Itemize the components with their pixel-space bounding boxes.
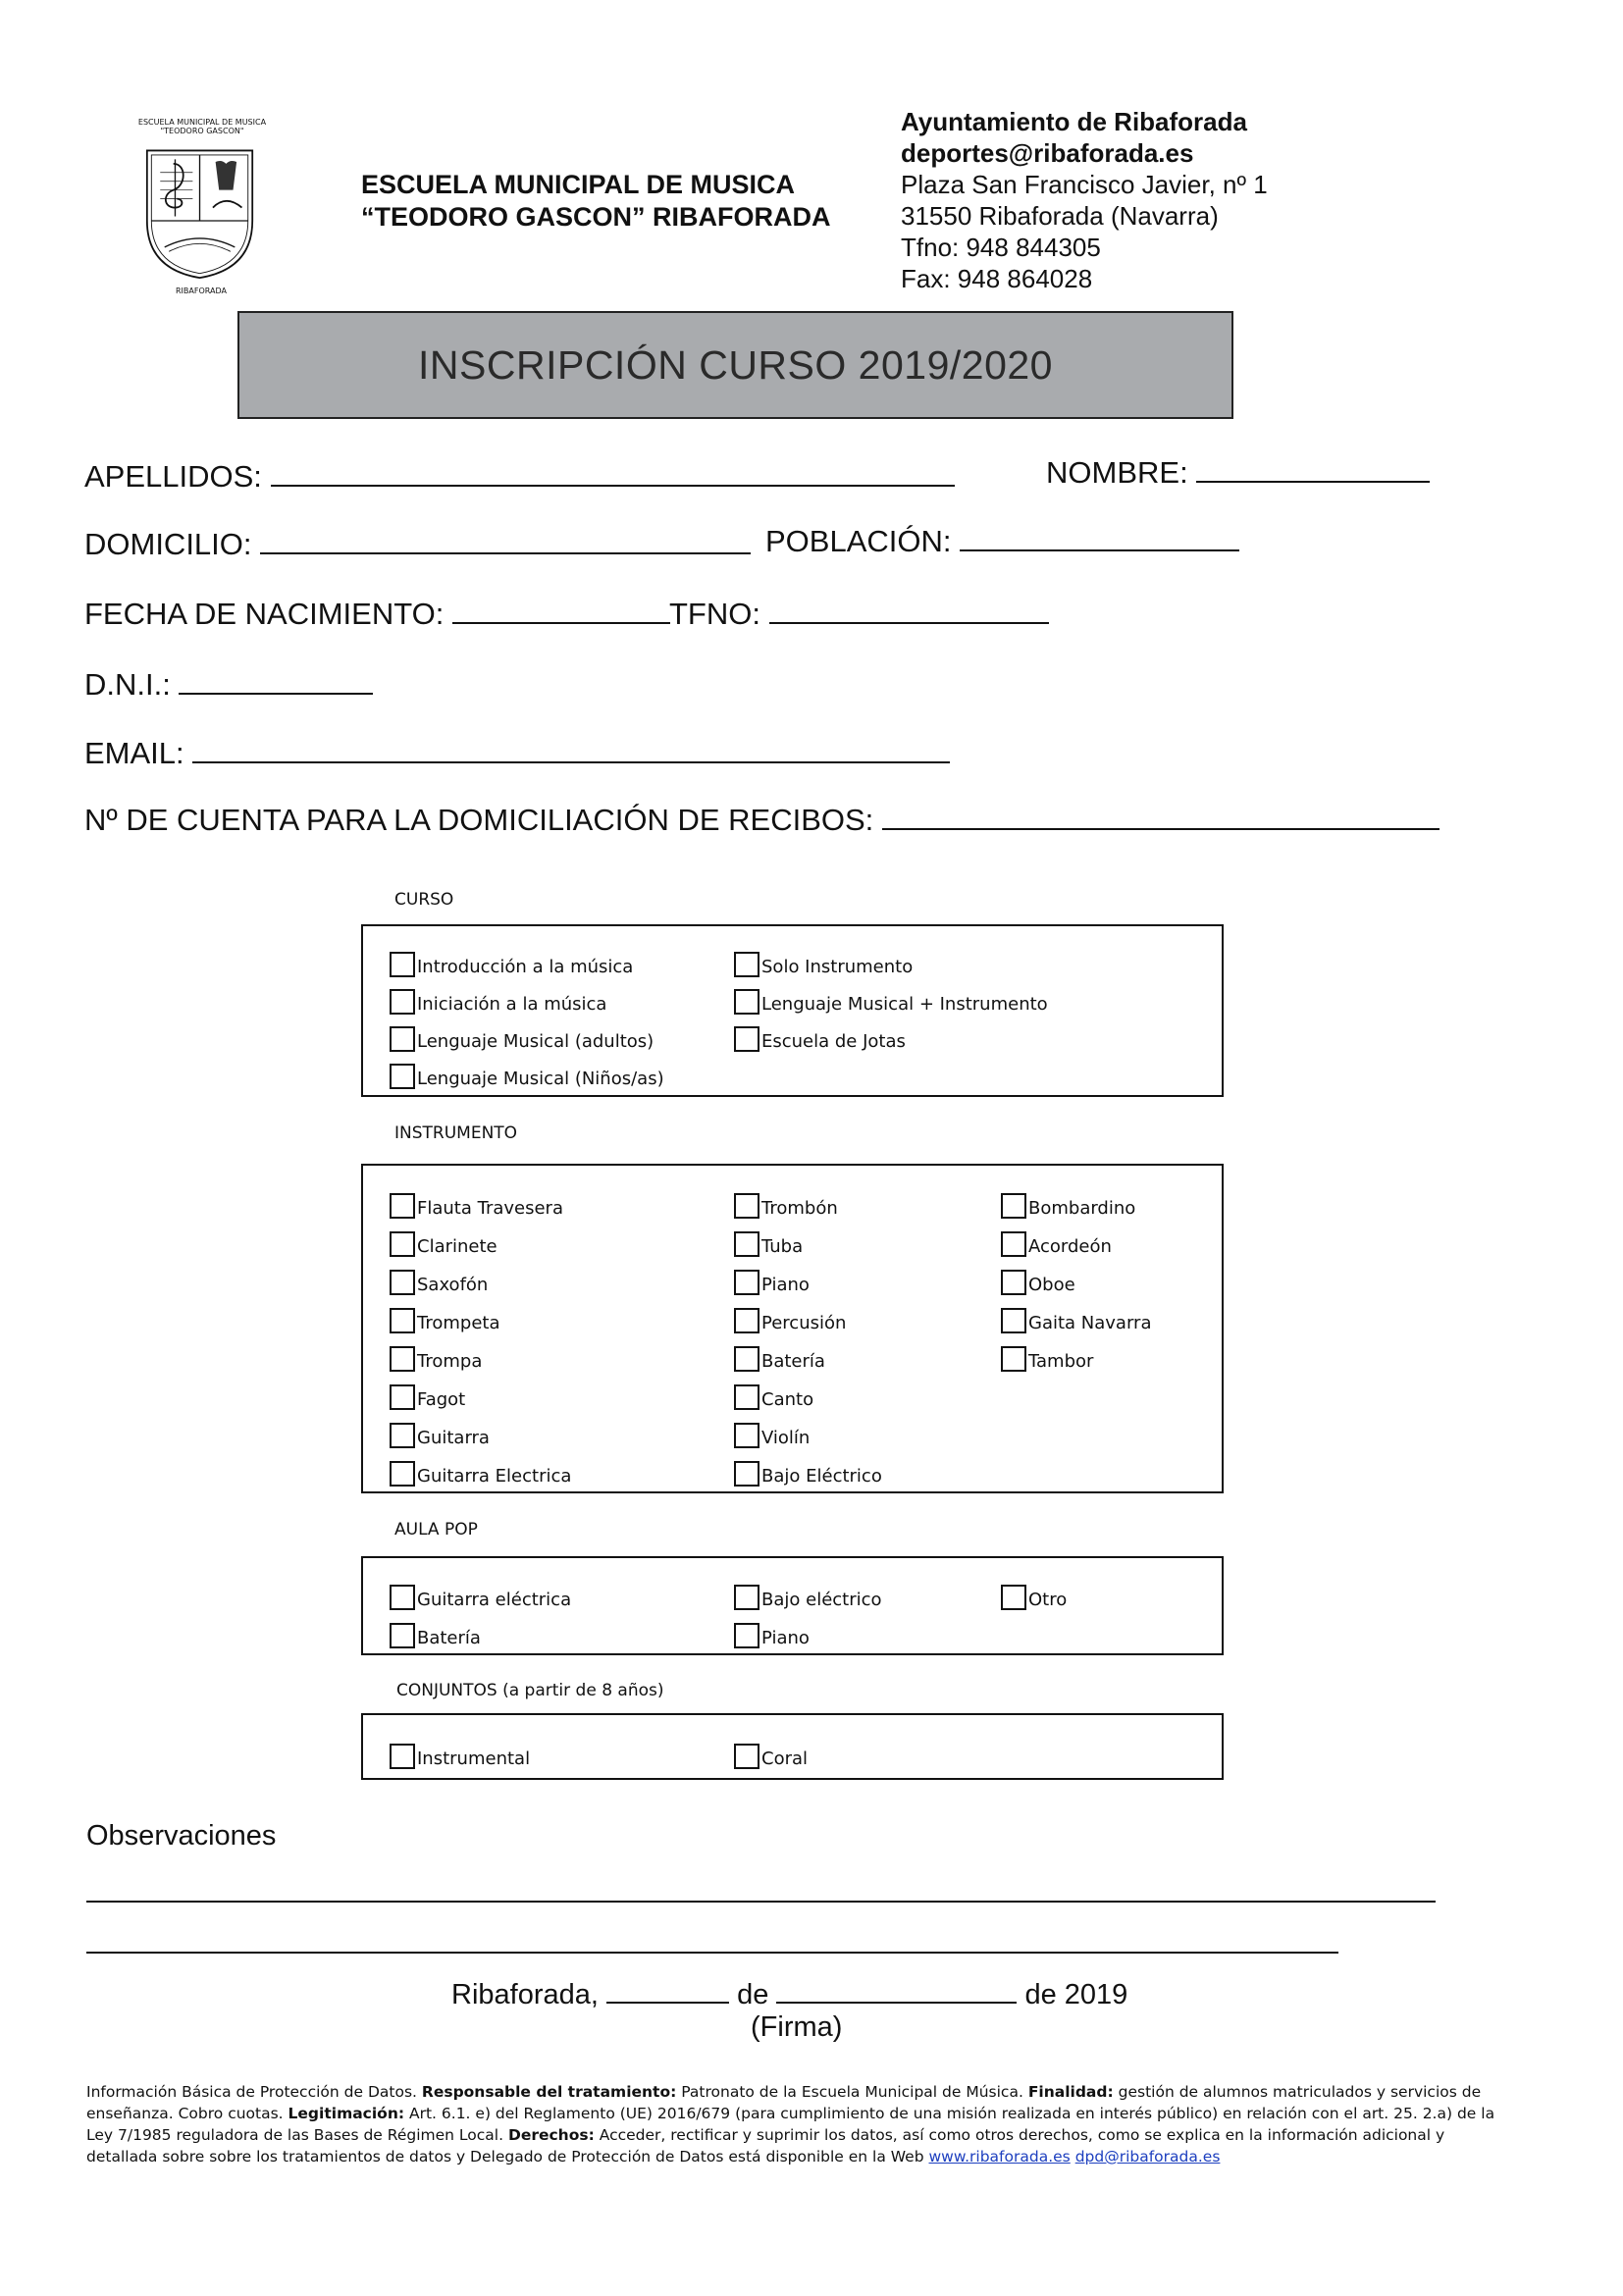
domicilio-field: DOMICILIO: — [84, 523, 751, 562]
checkbox[interactable] — [390, 952, 415, 977]
form-title-banner — [237, 311, 1233, 419]
curso-option[interactable]: Introducción a la música — [390, 940, 664, 977]
checkbox[interactable] — [734, 989, 759, 1015]
instrumento-option[interactable]: Guitarra — [390, 1410, 571, 1448]
checkbox[interactable] — [734, 1585, 759, 1610]
apellidos-field: APELLIDOS: — [84, 455, 955, 495]
checkbox[interactable] — [1001, 1585, 1026, 1610]
instrumento-option[interactable]: Gaita Navarra — [1001, 1295, 1151, 1333]
checkbox[interactable] — [734, 952, 759, 977]
checkbox[interactable] — [390, 989, 415, 1015]
instrumento-option[interactable]: Percusión — [734, 1295, 882, 1333]
observaciones-label: Observaciones — [86, 1820, 277, 1852]
checkbox[interactable] — [390, 1744, 415, 1769]
aula-pop-option[interactable]: Bajo eléctrico — [734, 1572, 882, 1610]
instrumento-col3 — [1001, 1180, 1151, 1372]
contact-org: Ayuntamiento de Ribaforada — [901, 107, 1247, 136]
aula-pop-label: AULA POP — [394, 1520, 478, 1539]
email-field: EMAIL: — [84, 732, 950, 771]
signature-month-line[interactable] — [776, 1976, 1017, 2004]
curso-col1 — [390, 940, 664, 1089]
checkbox[interactable] — [1001, 1270, 1026, 1295]
conjuntos-col2 — [734, 1731, 808, 1769]
instrumento-option[interactable]: Tuba — [734, 1219, 882, 1257]
cuenta-input-line[interactable] — [882, 799, 1440, 830]
logo-caption-top: ESCUELA MUNICIPAL DE MUSICA "TEODORO GASCON" — [137, 118, 267, 135]
instrumento-col1 — [390, 1180, 571, 1487]
nombre-field: NOMBRE: — [1046, 451, 1430, 491]
cuenta-field: Nº DE CUENTA PARA LA DOMICILIACIÓN DE RECIBOS: — [84, 799, 1440, 838]
signature-day-line[interactable] — [606, 1976, 729, 2004]
checkbox[interactable] — [390, 1270, 415, 1295]
instrumento-col2 — [734, 1180, 882, 1487]
curso-option[interactable]: Lenguaje Musical + Instrumento — [734, 977, 1048, 1015]
conjuntos-col1 — [390, 1731, 530, 1769]
checkbox[interactable] — [390, 1193, 415, 1219]
conjuntos-option[interactable]: Coral — [734, 1731, 808, 1769]
checkbox[interactable] — [390, 1308, 415, 1333]
instrumento-option[interactable]: Tambor — [1001, 1333, 1151, 1372]
observaciones-line-1[interactable] — [86, 1901, 1436, 1903]
instrumento-option[interactable]: Trompeta — [390, 1295, 571, 1333]
checkbox[interactable] — [734, 1270, 759, 1295]
checkbox[interactable] — [1001, 1193, 1026, 1219]
conjuntos-option[interactable]: Instrumental — [390, 1731, 530, 1769]
logo-caption-bottom: RIBAFORADA — [176, 287, 227, 295]
checkbox[interactable] — [734, 1231, 759, 1257]
instrumento-option[interactable]: Violín — [734, 1410, 882, 1448]
email-input-line[interactable] — [192, 732, 950, 763]
instrumento-option[interactable]: Oboe — [1001, 1257, 1151, 1295]
form-title: INSCRIPCIÓN CURSO 2019/2020 — [418, 342, 1053, 388]
apellidos-input-line[interactable] — [271, 455, 955, 487]
tfno-field: TFNO: — [669, 593, 1049, 632]
checkbox[interactable] — [390, 1064, 415, 1089]
instrumento-option[interactable]: Acordeón — [1001, 1219, 1151, 1257]
instrumento-option[interactable]: Canto — [734, 1372, 882, 1410]
checkbox[interactable] — [1001, 1308, 1026, 1333]
instrumento-option[interactable]: Guitarra Electrica — [390, 1448, 571, 1487]
checkbox[interactable] — [734, 1384, 759, 1410]
checkbox[interactable] — [734, 1346, 759, 1372]
web-link[interactable]: www.ribaforada.es — [928, 2148, 1071, 2166]
fecha-nacimiento-field: FECHA DE NACIMIENTO: — [84, 593, 670, 632]
checkbox[interactable] — [734, 1308, 759, 1333]
instrumento-option[interactable]: Bombardino — [1001, 1180, 1151, 1219]
data-protection-notice: Información Básica de Protección de Datos. Responsable del tratamiento: Patronato de la Escuela Municipal de Música. Finalidad: gestión de alumnos matriculados y servicios de enseñanza. Cobro cuotas. Legitimación: Art. 6.1. e) del Reglamento (UE) 2016/679 (para cumplimiento de una misión realizada en interés público) en relación con el art. 25. 2.a) de la Ley 7/1985 reguladora de las Bases de Régimen Local. Derechos: Acceder, rectificar y suprimir los datos, así como otros derechos, como se explica en la información adicional y detallada sobre sobre los tratamientos de datos y Delegado de Protección de Datos está disponible en la Web www.ribaforada.es dpd@ribaforada.es — [86, 2083, 1495, 2166]
instrumento-option[interactable]: Clarinete — [390, 1219, 571, 1257]
contact-email[interactable]: deportes@ribaforada.es — [901, 138, 1194, 168]
aula-pop-col1 — [390, 1572, 571, 1648]
instrumento-option[interactable]: Batería — [734, 1333, 882, 1372]
checkbox[interactable] — [390, 1231, 415, 1257]
checkbox[interactable] — [1001, 1231, 1026, 1257]
aula-pop-option[interactable]: Guitarra eléctrica — [390, 1572, 571, 1610]
instrumento-option[interactable]: Piano — [734, 1257, 882, 1295]
curso-option[interactable]: Lenguaje Musical (adultos) — [390, 1015, 664, 1052]
domicilio-input-line[interactable] — [260, 523, 751, 554]
contact-phone: Tfno: 948 844305 — [901, 233, 1101, 262]
aula-pop-option[interactable]: Batería — [390, 1610, 571, 1648]
signature-line: Ribaforada, de de 2019 — [451, 1976, 1127, 2011]
instrumento-option[interactable]: Fagot — [390, 1372, 571, 1410]
checkbox[interactable] — [390, 1623, 415, 1648]
nombre-input-line[interactable] — [1196, 451, 1430, 483]
contact-city: 31550 Ribaforada (Navarra) — [901, 201, 1219, 231]
aula-pop-option[interactable]: Piano — [734, 1610, 882, 1648]
curso-option[interactable]: Iniciación a la música — [390, 977, 664, 1015]
curso-col2 — [734, 940, 1048, 1052]
dpd-email-link[interactable]: dpd@ribaforada.es — [1074, 2148, 1221, 2166]
contact-address: Plaza San Francisco Javier, nº 1 — [901, 170, 1268, 199]
curso-option[interactable]: Escuela de Jotas — [734, 1015, 1048, 1052]
poblacion-field: POBLACIÓN: — [765, 520, 1239, 559]
instrumento-option[interactable]: Saxofón — [390, 1257, 571, 1295]
checkbox[interactable] — [390, 1026, 415, 1052]
checkbox[interactable] — [390, 1461, 415, 1487]
checkbox[interactable] — [734, 1744, 759, 1769]
poblacion-input-line[interactable] — [960, 520, 1239, 551]
signature-place: Ribaforada, — [451, 1979, 599, 2010]
checkbox[interactable] — [1001, 1346, 1026, 1372]
music-school-crest-logo — [135, 137, 273, 304]
curso-label: CURSO — [394, 890, 454, 910]
checkbox[interactable] — [390, 1384, 415, 1410]
checkbox[interactable] — [734, 1623, 759, 1648]
contact-fax: Fax: 948 864028 — [901, 264, 1093, 293]
curso-option[interactable]: Lenguaje Musical (Niños/as) — [390, 1052, 664, 1089]
dni-field: D.N.I.: — [84, 663, 373, 703]
school-name: ESCUELA MUNICIPAL DE MUSICA “TEODORO GASCON” RIBAFORADA — [361, 170, 831, 232]
checkbox[interactable] — [390, 1346, 415, 1372]
instrumento-label: INSTRUMENTO — [394, 1123, 518, 1143]
fecha-nacimiento-input-line[interactable] — [452, 593, 670, 624]
checkbox[interactable] — [390, 1585, 415, 1610]
observaciones-line-2[interactable] — [86, 1952, 1338, 1954]
instrumento-option[interactable]: Trompa — [390, 1333, 571, 1372]
aula-pop-col3 — [1001, 1572, 1067, 1610]
instrumento-option[interactable]: Bajo Eléctrico — [734, 1448, 882, 1487]
tfno-input-line[interactable] — [769, 593, 1049, 624]
instrumento-option[interactable]: Flauta Travesera — [390, 1180, 571, 1219]
conjuntos-label: CONJUNTOS (a partir de 8 años) — [396, 1681, 664, 1700]
curso-option[interactable]: Solo Instrumento — [734, 940, 1048, 977]
instrumento-option[interactable]: Trombón — [734, 1180, 882, 1219]
aula-pop-option[interactable]: Otro — [1001, 1572, 1067, 1610]
checkbox[interactable] — [734, 1026, 759, 1052]
checkbox[interactable] — [734, 1193, 759, 1219]
dni-input-line[interactable] — [179, 663, 373, 695]
checkbox[interactable] — [390, 1423, 415, 1448]
checkbox[interactable] — [734, 1423, 759, 1448]
aula-pop-col2 — [734, 1572, 882, 1648]
checkbox[interactable] — [734, 1461, 759, 1487]
contact-block — [901, 106, 1450, 294]
signature-firma: (Firma) — [751, 2011, 843, 2043]
